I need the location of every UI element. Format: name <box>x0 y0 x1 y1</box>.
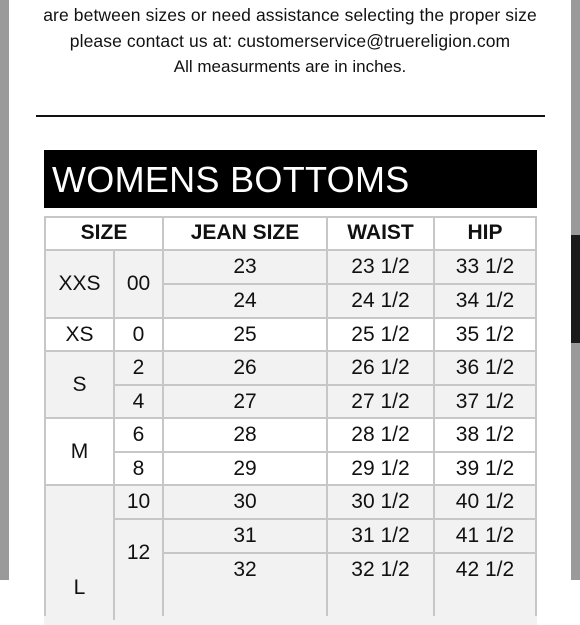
num-size-8: 8 <box>132 456 145 480</box>
hip-cell: 42 1/2 <box>455 557 515 581</box>
waist-cell: 26 1/2 <box>351 355 410 379</box>
jean-size-cell: 29 <box>233 456 257 480</box>
jean-size-cell: 30 <box>233 489 257 513</box>
table-title-banner <box>44 150 537 208</box>
intro-line-1: are between sizes or need assistance selecting the proper size <box>43 5 537 25</box>
waist-cell: 27 1/2 <box>351 389 410 413</box>
hip-cell: 37 1/2 <box>455 389 515 413</box>
hip-cell: 38 1/2 <box>455 422 515 446</box>
header-jean-size: JEAN SIZE <box>190 221 300 244</box>
header-size: SIZE <box>80 221 128 244</box>
intro-line-2: please contact us at: customerservice@truereligion.com <box>69 31 511 51</box>
num-size-12: 12 <box>126 540 151 564</box>
letter-size-l: L <box>73 576 86 599</box>
jean-size-cell: 28 <box>233 422 257 446</box>
waist-cell: 30 1/2 <box>351 489 410 513</box>
grid-line <box>535 216 537 616</box>
num-size-4: 4 <box>132 389 145 413</box>
jean-size-cell: 24 <box>233 288 257 312</box>
measurement-note: All measurments are in inches. <box>173 57 407 76</box>
left-frame-border <box>0 0 9 580</box>
waist-cell: 32 1/2 <box>351 557 410 581</box>
scrollbar-thumb[interactable] <box>571 235 580 343</box>
size-chart-table <box>44 216 537 616</box>
waist-cell: 25 1/2 <box>351 322 410 346</box>
jean-size-cell: 26 <box>233 355 257 379</box>
num-size-6: 6 <box>132 422 145 446</box>
header-waist: WAIST <box>347 221 414 244</box>
hip-cell: 33 1/2 <box>455 254 515 278</box>
jean-size-cell: 23 <box>233 254 257 278</box>
num-size-10: 10 <box>126 489 151 513</box>
jean-size-cell: 31 <box>233 523 257 547</box>
waist-cell: 31 1/2 <box>351 523 410 547</box>
jean-size-cell: 27 <box>233 389 257 413</box>
num-size-0: 0 <box>132 322 145 346</box>
num-size-00: 00 <box>126 271 151 295</box>
letter-size-xxs: XXS <box>58 271 101 295</box>
letter-size-s: S <box>72 372 87 396</box>
jean-size-cell: 32 <box>233 557 257 581</box>
waist-cell: 23 1/2 <box>351 254 410 278</box>
letter-size-xs: XS <box>65 322 94 346</box>
waist-cell: 28 1/2 <box>351 422 410 446</box>
hip-cell: 36 1/2 <box>455 355 515 379</box>
hip-cell: 40 1/2 <box>455 489 515 513</box>
header-hip: HIP <box>467 221 503 244</box>
table-title: WOMENS BOTTOMS <box>52 159 410 200</box>
divider <box>36 115 545 117</box>
hip-cell: 39 1/2 <box>455 456 515 480</box>
letter-size-m: M <box>70 439 89 463</box>
jean-size-cell: 25 <box>233 322 257 346</box>
waist-cell: 24 1/2 <box>351 288 410 312</box>
hip-cell: 35 1/2 <box>455 322 515 346</box>
num-size-2: 2 <box>132 355 145 379</box>
waist-cell: 29 1/2 <box>351 456 410 480</box>
intro-text <box>10 2 570 54</box>
hip-cell: 41 1/2 <box>455 523 515 547</box>
hip-cell: 34 1/2 <box>455 288 515 312</box>
